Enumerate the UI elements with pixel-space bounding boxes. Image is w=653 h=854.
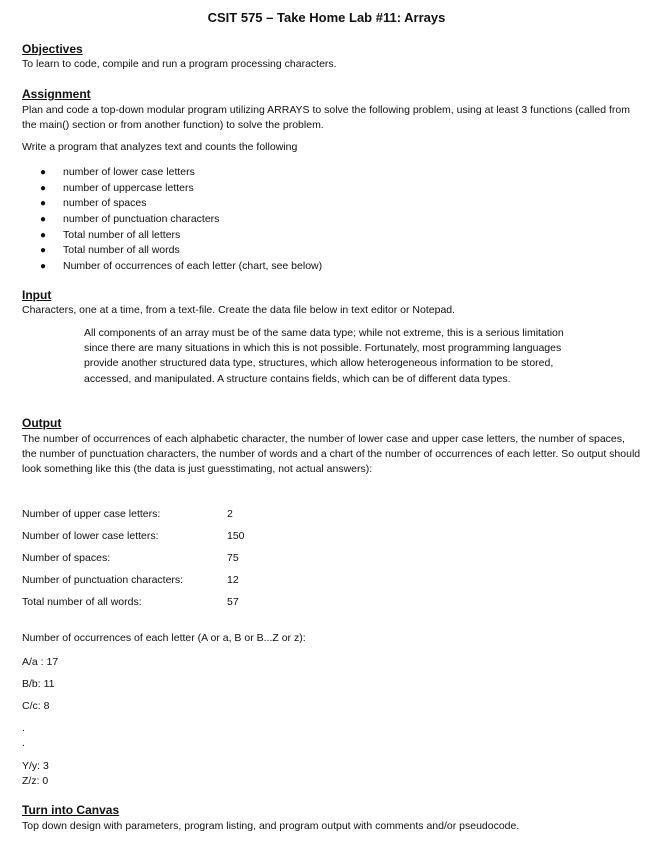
stat-value: 75 xyxy=(227,552,239,564)
list-item-text: Number of occurrences of each letter (chart, see below) xyxy=(63,260,323,273)
requirements-list xyxy=(40,165,322,275)
occurrence-row: Y/y: 3 xyxy=(22,760,49,772)
stat-row xyxy=(22,572,422,594)
document-title: CSIT 575 – Take Home Lab #11: Arrays xyxy=(207,10,446,25)
assignment-heading: Assignment xyxy=(22,87,91,101)
stat-row xyxy=(22,550,422,572)
occurrence-row: B/b: 11 xyxy=(22,678,55,690)
stat-label: Number of lower case letters: xyxy=(22,530,159,542)
list-item xyxy=(40,165,322,181)
bullet-icon: ● xyxy=(40,214,47,226)
occurrences-list xyxy=(22,654,58,795)
objectives-text: To learn to code, compile and run a program processing characters. xyxy=(22,58,337,70)
input-text: Characters, one at a time, from a text-file. Create the data file below in text editor or Notepad. xyxy=(22,304,456,316)
objectives-heading: Objectives xyxy=(22,42,83,56)
bullet-icon: ● xyxy=(40,198,47,210)
stat-label: Number of punctuation characters: xyxy=(22,574,184,586)
ellipsis-row: . xyxy=(22,722,25,734)
stat-value: 12 xyxy=(227,574,239,586)
list-item-text: Total number of all letters xyxy=(63,228,181,241)
stat-value: 57 xyxy=(227,596,239,608)
stat-label: Number of spaces: xyxy=(22,552,111,564)
assignment-text: Plan and code a top-down modular program utilizing ARRAYS to solve the following problem, using at least 3 functions (called from the main() section or from another function) to solve the problem. xyxy=(22,104,630,131)
stat-label: Total number of all words: xyxy=(22,596,142,608)
sample-stats xyxy=(22,506,422,616)
stat-row xyxy=(22,528,422,550)
list-item-text: Total number of all words xyxy=(63,244,180,257)
stat-label: Number of upper case letters: xyxy=(22,508,161,520)
bullet-icon: ● xyxy=(40,229,47,241)
bullet-icon: ● xyxy=(40,182,47,194)
ellipsis-row: . xyxy=(22,737,25,749)
output-heading: Output xyxy=(22,416,62,430)
list-item xyxy=(40,243,322,259)
output-text: The number of occurrences of each alphabetic character, the number of lower case and upper case letters, the number of spaces, the number of punctuation characters, the number of words and a chart of the number of occurrences of each letter. So output should look something like this (the data is just guesstimating, not actual answers): xyxy=(22,433,641,475)
occurrences-title: Number of occurrences of each letter (A or a, B or B...Z or z): xyxy=(22,632,306,644)
list-item xyxy=(40,228,322,244)
turn-in-text: Top down design with parameters, program listing, and program output with comments and/or pseudocode. xyxy=(22,820,520,832)
list-item xyxy=(40,212,322,228)
bullet-icon: ● xyxy=(40,167,47,178)
list-item xyxy=(40,196,322,212)
occurrence-row: C/c: 8 xyxy=(22,700,50,712)
turn-in-heading: Turn into Canvas xyxy=(22,803,120,817)
bullet-icon: ● xyxy=(40,245,47,257)
sample-data-text: All components of an array must be of the same data type; while not extreme, this is a serious limitation since there are many situations in which this is not possible. Fortunately, most programming languages provide another structured data type, structures, which allow heterogeneous information to be stored, accessed, and manipulated. A structure contains fields, which can be of different data types. xyxy=(84,327,564,385)
occurrence-row: Z/z: 0 xyxy=(22,775,49,787)
stat-row xyxy=(22,594,422,616)
stat-value: 2 xyxy=(227,508,233,520)
list-item-text: number of punctuation characters xyxy=(63,213,220,226)
input-heading: Input xyxy=(22,288,52,302)
list-item xyxy=(40,181,322,197)
occurrence-row: A/a : 17 xyxy=(22,656,59,668)
assignment-intro: Write a program that analyzes text and counts the following xyxy=(22,141,298,153)
stat-row xyxy=(22,506,422,528)
list-item-text: number of lower case letters xyxy=(63,166,195,178)
list-item-text: number of uppercase letters xyxy=(63,181,194,194)
list-item xyxy=(40,259,322,275)
bullet-icon: ● xyxy=(40,261,47,273)
stat-value: 150 xyxy=(227,530,245,542)
list-item-text: number of spaces xyxy=(63,197,147,210)
